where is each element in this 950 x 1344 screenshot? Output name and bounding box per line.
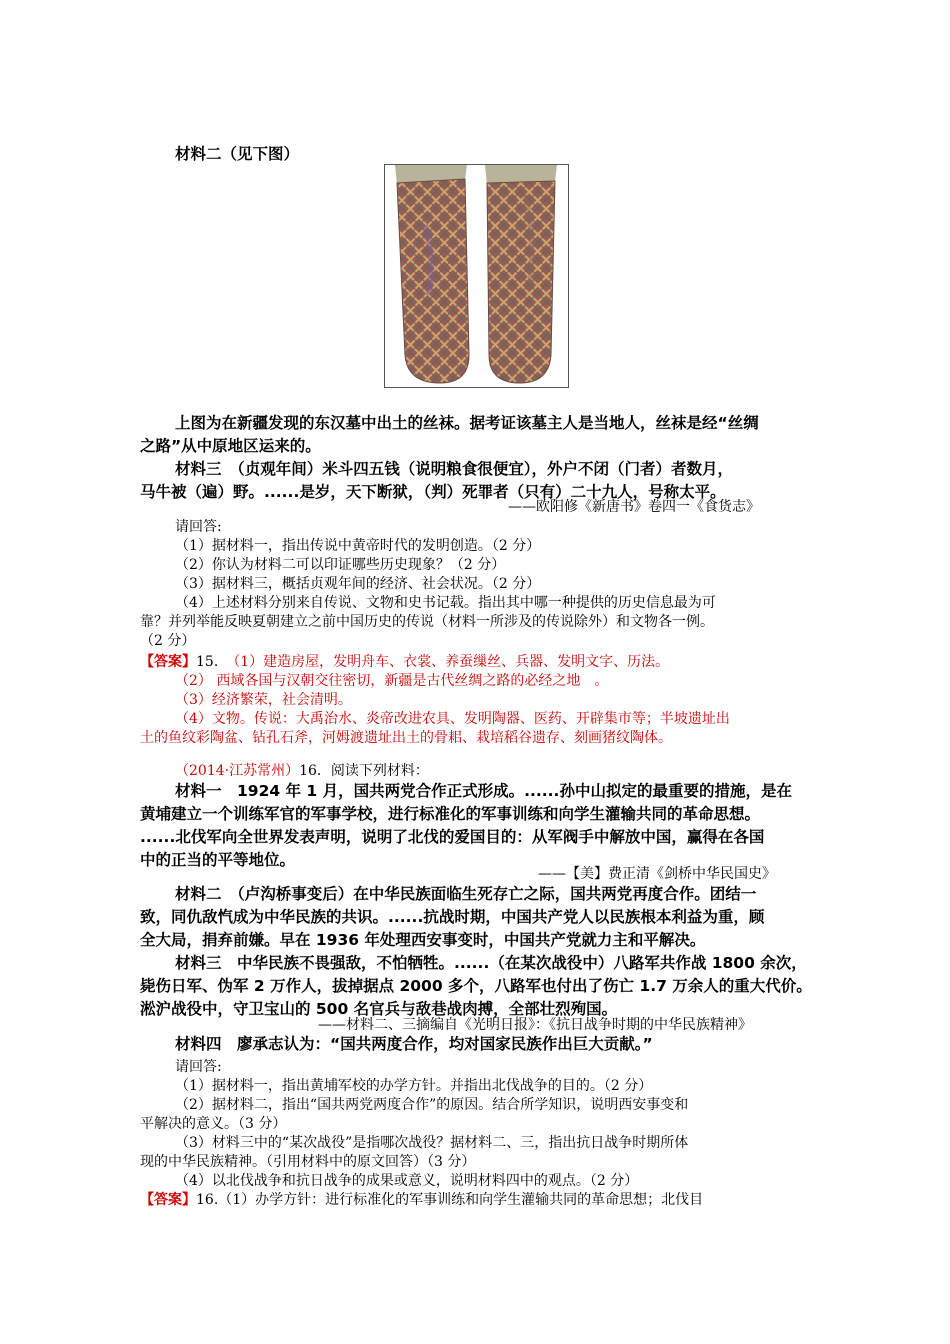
answer15-number: 15. xyxy=(196,654,219,670)
q16-head: 16．阅读下列材料： xyxy=(299,763,429,779)
answer15-a4-line1: （4）文物。传说：大禹治水、炎帝改进农具、发明陶器、医药、开辟集市等；半坡遗址出 xyxy=(175,711,730,727)
q16-m3-source: ——材料二、三摘编自《光明日报》：《抗日战争时期的中华民族精神》 xyxy=(318,1017,752,1033)
q16-heading xyxy=(175,764,429,778)
q16-prompt: 请回答: xyxy=(175,1059,222,1075)
material3-source: ——欧阳修《新唐书》卷四一《食货志》 xyxy=(508,499,760,515)
q15-question1: （1）据材料一，指出传说中黄帝时代的发明创造。（2 分） xyxy=(175,538,541,554)
q16-m2-line1: 材料二 （卢沟桥事变后）在中华民族面临生死存亡之际，国共两党再度合作。团结一 xyxy=(175,885,757,903)
right-sock xyxy=(487,181,555,383)
answer15-a4-line2: 土的鱼纹彩陶盆、钻孔石斧，河姆渡遗址出土的骨耜、栽培稻谷遗存、刻画猪纹陶体。 xyxy=(140,730,672,746)
q15-question4-line2: 靠？并列举能反映夏朝建立之前中国历史的传说（材料一所涉及的传说除外）和文物各一例。 xyxy=(140,614,714,630)
q16-question2-line1: （2）据材料二，指出“国共两党两度合作”的原因。结合所学知识，说明西安事变和 xyxy=(175,1097,689,1113)
q15-question2: （2）你认为材料二可以印证哪些历史现象？（2 分） xyxy=(175,557,506,573)
material3-line1: 材料三 （贞观年间）米斗四五钱（说明粮食很便宜），外户不闭（门者）者数月， xyxy=(175,460,734,478)
q16-question1: （1）据材料一，指出黄埔军校的办学方针。并指出北伐战争的目的。（2 分） xyxy=(175,1078,653,1094)
q16-m1-line3: ......北伐军向全世界发表声明，说明了北伐的爱国目的：从军阀手中解放中国，赢得在各国 xyxy=(140,828,765,846)
answer15-a2: （2） 西域各国与汉朝交往密切，新疆是古代丝绸之路的必经之地 。 xyxy=(175,673,609,689)
q16-question3-line1: （3）材料三中的“某次战役”是指哪次战役？据材料二、三，指出抗日战争时期所体 xyxy=(175,1135,689,1151)
material2-caption-line1: 上图为在新疆发现的东汉墓中出土的丝袜。据考证该墓主人是当地人，丝袜是经“丝绸 xyxy=(175,414,759,432)
q16-m1-line4: 中的正当的平等地位。 xyxy=(140,851,296,869)
q15-question4-line3: （2 分） xyxy=(140,633,196,649)
q16-m2-line3: 全大局，捐弃前嫌。早在 1936 年处理西安事变时，中国共产党就力主和平解决。 xyxy=(140,931,706,949)
q16-question4: （4）以北伐战争和抗日战争的成果或意义，说明材料四中的观点。（2 分） xyxy=(175,1173,639,1189)
answer15-tag: 【答案】 xyxy=(140,654,196,670)
answer15-a1: （1）建造房屋，发明舟车、衣裳、养蚕缫丝、兵器、发明文字、历法。 xyxy=(226,654,670,670)
q16-m1-source: ——【美】费正清《剑桥中华民国史》 xyxy=(538,866,776,882)
answer15-a3: （3）经济繁荣，社会清明。 xyxy=(175,692,352,708)
q16-m3-line3: 淞沪战役中，守卫宝山的 500 名官兵与敌巷战肉搏，全部壮烈殉国。 xyxy=(140,1000,618,1018)
q16-m3-line2: 毙伤日军、伪军 2 万作人，拔掉据点 2000 多个，八路军也付出了伤亡 1.7 万余人的重大代价。 xyxy=(140,977,812,995)
q15-question3: （3）据材料三，概括贞观年间的经济、社会状况。（2 分） xyxy=(175,576,541,592)
answer15-line1 xyxy=(140,655,669,669)
answer16-line1 xyxy=(140,1193,703,1207)
q16-m1-line1: 材料一 1924 年 1 月，国共两党合作正式形成。......孙中山拟定的最重要的措施，是在 xyxy=(175,782,792,800)
material3-line2: 马牛被（遍）野。......是岁，天下断狱，（判）死罪者（只有）二十九人，号称太平。 xyxy=(140,483,726,501)
q16-m1-line2: 黄埔建立一个训练军官的军事学校，进行标准化的军事训练和向学生灌输共同的革命思想。 xyxy=(140,805,761,823)
q15-prompt: 请回答: xyxy=(175,519,222,535)
q15-question4-line1: （4）上述材料分别来自传说、文物和史书记载。指出其中哪一种提供的历史信息最为可 xyxy=(175,595,716,611)
q16-m2-line2: 致，同仇敌忾成为中华民族的共识。......抗战时期，中国共产党人以民族根本利益为重，顾 xyxy=(140,908,765,926)
material2-heading: 材料二（见下图） xyxy=(175,145,300,163)
q16-question3-line2: 现的中华民族精神。（引用材料中的原文回答）（3 分） xyxy=(140,1154,476,1170)
q16-question2-line2: 平解决的意义。（3 分） xyxy=(140,1116,287,1132)
q16-m4: 材料四 廖承志认为：“国共两度合作，均对国家民族作出巨大贡献。” xyxy=(175,1035,653,1053)
q16-m3-line1: 材料三 中华民族不畏强敌，不怕牺牲。......（在某次战役中）八路军共作战 1800 余次， xyxy=(175,954,807,972)
answer16-text: 16.（1）办学方针：进行标准化的军事训练和向学生灌输共同的革命思想；北伐目 xyxy=(196,1192,704,1208)
answer16-tag: 【答案】 xyxy=(140,1192,196,1208)
silk-socks-photo xyxy=(384,164,569,388)
material2-caption-line2: 之路”从中原地区运来的。 xyxy=(140,437,321,455)
q16-source-tag: （2014·江苏常州） xyxy=(175,763,300,779)
